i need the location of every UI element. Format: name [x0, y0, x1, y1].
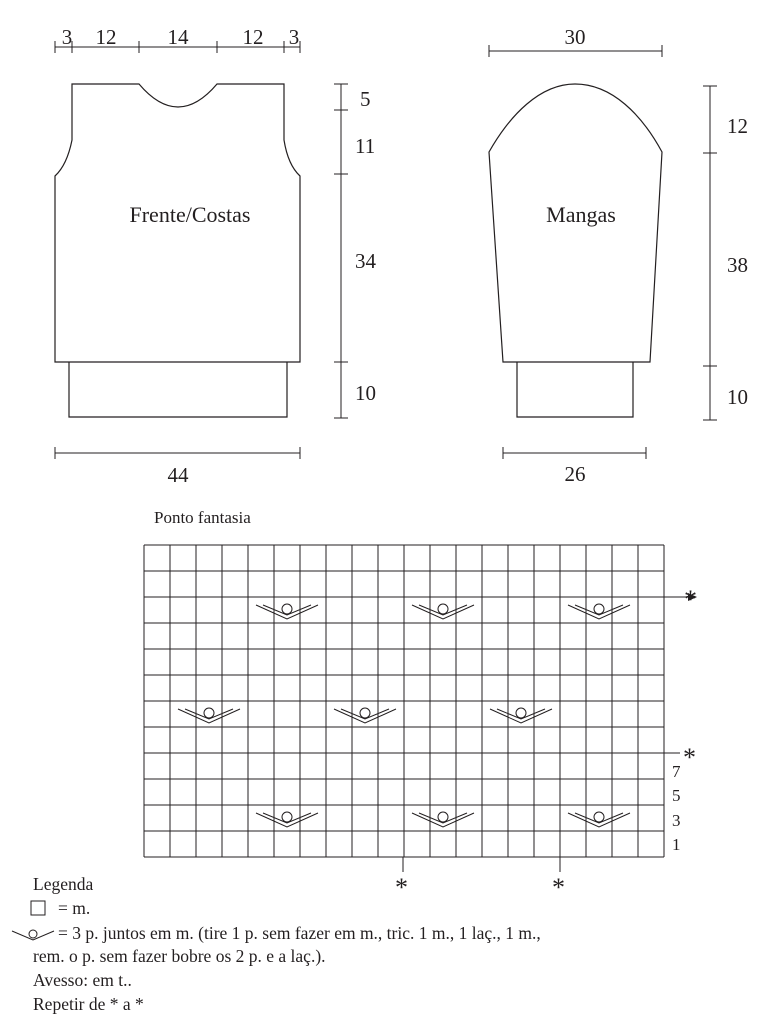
legend-wrong-side: Avesso: em t..	[33, 970, 132, 990]
repeat-star-middle: *	[683, 743, 696, 772]
front-height-label-3: 34	[355, 249, 376, 273]
front-width-label-2: 12	[95, 25, 117, 49]
legend-knit-text: = m.	[58, 898, 91, 918]
front-height-label-2: 11	[355, 134, 376, 158]
repeat-star-top: *	[684, 585, 697, 614]
decrease-symbol-icon	[12, 930, 54, 940]
decrease-symbol	[178, 708, 240, 723]
stitch-chart-grid	[144, 545, 664, 857]
front-width-label-5: 3	[288, 25, 300, 49]
sleeve-height-label-2: 38	[727, 253, 748, 277]
decrease-symbol	[256, 812, 318, 827]
sleeve-height-label-1: 12	[727, 114, 748, 138]
decrease-symbol	[568, 604, 630, 619]
decrease-symbol	[334, 708, 396, 723]
decrease-symbol	[256, 604, 318, 619]
front-height-label-4: 10	[355, 381, 376, 405]
legend-decrease-line-1: = 3 p. juntos em m. (tire 1 p. sem fazer em m., tric. 1 m., 1 laç., 1 m.,	[58, 923, 541, 943]
row-label-1: 1	[672, 835, 681, 854]
row-label-7: 7	[672, 762, 681, 781]
sleeves-schematic	[489, 25, 748, 486]
front-back-rib-outline	[69, 362, 287, 417]
decrease-symbol	[412, 604, 474, 619]
legend-title: Legenda	[33, 874, 94, 894]
sleeve-bottom-width-label: 26	[564, 462, 586, 486]
sleeve-rib-outline	[517, 362, 633, 417]
front-width-label-3: 14	[167, 25, 189, 49]
repeat-star-right: *	[552, 873, 565, 902]
legend-decrease-line-2: rem. o p. sem fazer bobre os 2 p. e a laç.).	[33, 946, 326, 966]
repeat-star-left: *	[395, 873, 408, 902]
chart-title: Ponto fantasia	[154, 508, 251, 527]
decrease-symbol	[568, 812, 630, 827]
front-back-label: Frente/Costas	[129, 202, 251, 227]
sleeves-label: Mangas	[546, 202, 616, 227]
row-label-5: 5	[672, 786, 681, 805]
legend-repeat: Repetir de * a *	[33, 994, 144, 1014]
front-height-label-1: 5	[360, 87, 371, 111]
sleeve-top-width-label: 30	[564, 25, 586, 49]
knit-square-icon	[31, 901, 45, 915]
front-width-label-4: 12	[242, 25, 264, 49]
row-label-3: 3	[672, 811, 681, 830]
front-bottom-width-label: 44	[167, 463, 189, 487]
front-width-label-1: 3	[61, 25, 73, 49]
sleeve-height-label-3: 10	[727, 385, 748, 409]
decrease-symbol	[412, 812, 474, 827]
front-back-schematic	[55, 25, 377, 487]
decrease-symbol	[490, 708, 552, 723]
